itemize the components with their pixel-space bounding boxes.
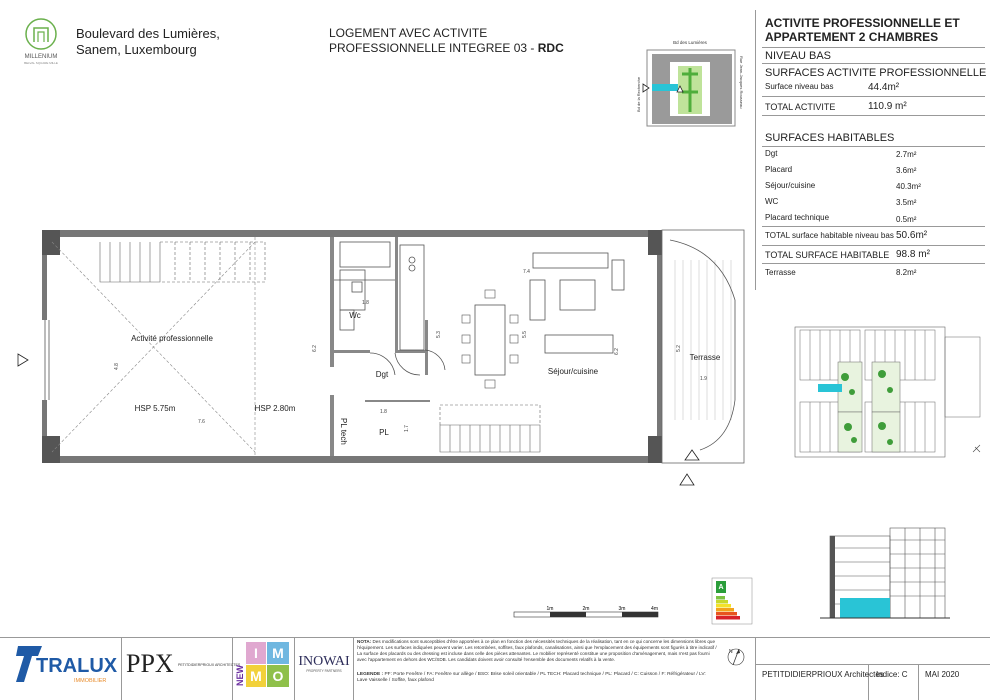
svg-text:PROPERTY PARTNERS: PROPERTY PARTNERS <box>306 669 342 673</box>
scale-label: 4m <box>651 606 658 612</box>
dim-label: 1.8 <box>362 300 369 306</box>
hab-row-label: Dgt <box>765 149 778 158</box>
energy-bar <box>716 612 737 616</box>
total-activite-value: 110.9 m² <box>868 101 907 112</box>
notes-label: NOTA: <box>357 639 372 644</box>
address <box>76 26 220 58</box>
dim-label: 4.8 <box>114 363 120 370</box>
room-label-pl: PL <box>379 428 389 437</box>
scale-label: 2m <box>582 606 590 612</box>
scale-bar <box>512 603 662 623</box>
dim-label: 1.9 <box>700 376 707 382</box>
street-right-label: Rue Jean-Jacques Rousseau <box>739 56 744 109</box>
legend-label: LEGENDE : <box>357 672 384 677</box>
energy-bar <box>716 608 734 612</box>
energy-bar <box>716 604 731 608</box>
svg-text:PPX: PPX <box>126 649 174 678</box>
svg-text:I: I <box>254 645 258 661</box>
hab-row-value: 40.3m² <box>896 182 921 191</box>
site-plan <box>790 322 986 462</box>
svg-text:IMMOBILIER: IMMOBILIER <box>74 678 107 684</box>
energy-label <box>712 578 752 624</box>
room-label-hsp2: HSP 2.80m <box>254 404 296 413</box>
unit-title-line-1: LOGEMENT AVEC ACTIVITE <box>329 26 488 40</box>
svg-text:BELVAL SQUARE MILLE: BELVAL SQUARE MILLE <box>24 61 58 65</box>
energy-bar <box>716 596 725 600</box>
notes-text: Des modifications sont susceptibles d'être apportées à ce plan en fonction des nécessités techniques de la réalisation, tant en ce qui concerne les dimensions libres que l'équipement. Les surfaces indiquées peuvent varier. Les retombées, soffites, faux plafonds, canalisations, ainsi que l'emplacement des équipements sont figurés à titre indicatif / La surface des placards ou des dressing est incluse dans celle des pièces attenantes. Le mobilier représenté constitue une proposition d'aménagement, mais n'est pas fourni avec l'appartement en dehors des WC/SDB. Les candidats doivent avoir consulté l'ensemble des documents relatifs à la vente. <box>357 639 717 662</box>
energy-bar <box>716 616 740 620</box>
legend-text: PF: Porte Fenêtre / FA: Fenêtre sur allège / BSO: Brise soleil orientable / PL TECH: Placard technique / PL: Placard / C: Cuisson / F: Réfrigérateur / LV: Lave Vaisselle / Soffite, faux plafond <box>357 672 706 683</box>
svg-text:O: O <box>272 668 284 684</box>
millenium-logo <box>16 14 66 66</box>
hab-row-label: Placard <box>765 165 793 174</box>
inowai-logo <box>296 648 352 678</box>
notes <box>357 639 717 663</box>
room-label-terrasse: Terrasse <box>689 353 721 362</box>
legend <box>357 672 717 684</box>
architect-firm: PETITDIDIERPRIOUX Architectes <box>762 670 884 679</box>
level-label: NIVEAU BAS <box>765 50 832 62</box>
street-top-label: Bd des Lumières <box>673 40 707 45</box>
revision-index: Indice: C <box>876 670 908 679</box>
total-hab-niveau-label: TOTAL surface habitable niveau bas <box>765 231 894 240</box>
terrasse-label: Terrasse <box>765 268 796 277</box>
unit-title <box>329 26 564 56</box>
hab-row-label: Placard technique <box>765 213 830 222</box>
hab-row-value: 3.5m² <box>896 198 917 207</box>
dim-label: 1.7 <box>404 425 410 432</box>
energy-bar <box>716 600 728 604</box>
room-label-sejour: Séjour/cuisine <box>547 367 599 376</box>
document-date: MAI 2020 <box>925 670 960 679</box>
unit-highlight <box>652 84 678 91</box>
total-hab-value: 98.8 m² <box>896 249 930 260</box>
dim-label: 6.2 <box>614 348 620 355</box>
room-label-dgt: Dgt <box>375 370 389 379</box>
address-line-1: Boulevard des Lumières, <box>76 26 220 41</box>
svg-text:PETITDIDIERPRIOUX ARCHITECTES: PETITDIDIERPRIOUX ARCHITECTES <box>178 663 241 667</box>
hab-row-value: 3.6m² <box>896 166 917 175</box>
unit-title-line-2: PROFESSIONNELLE INTEGREE 03 - <box>329 41 538 55</box>
new-immo-logo <box>234 640 292 690</box>
street-left-label: Bd de la Recherche <box>636 76 641 112</box>
total-hab-niveau-value: 50.6m² <box>896 230 928 241</box>
svg-text:MILLENIUM: MILLENIUM <box>24 54 58 60</box>
tralux-logo <box>14 642 120 688</box>
svg-text:M: M <box>272 645 284 661</box>
surface-panel <box>755 10 985 290</box>
panel-title-1: ACTIVITE PROFESSIONNELLE ET <box>765 16 960 30</box>
unit-level: RDC <box>537 41 564 55</box>
north-arrow-icon <box>725 645 747 667</box>
entry-arrow-icon <box>18 354 28 366</box>
room-label-pltech: PL tech <box>339 418 348 445</box>
total-activite-label: TOTAL ACTIVITE <box>765 102 836 112</box>
room-label-hsp1: HSP 5.75m <box>134 404 176 413</box>
address-line-2: Sanem, Luxembourg <box>76 42 197 57</box>
hab-row-value: 2.7m² <box>896 150 917 159</box>
section-pro-heading: SURFACES ACTIVITE PROFESSIONNELLE <box>765 67 987 79</box>
svg-text:TRALUX: TRALUX <box>36 655 118 677</box>
svg-text:N: N <box>729 649 733 655</box>
total-hab-label: TOTAL SURFACE HABITABLE <box>765 250 890 260</box>
dim-label: 7.4 <box>523 269 530 275</box>
section-elevation <box>820 518 950 628</box>
dim-label: 6.2 <box>312 345 318 352</box>
entry-arrow-icon <box>680 474 694 485</box>
terrasse-value: 8.2m² <box>896 268 917 277</box>
energy-class: A <box>718 584 724 591</box>
hab-row-label: WC <box>765 197 779 206</box>
floor-plan <box>0 220 760 490</box>
dim-label: 7.6 <box>198 419 205 425</box>
panel-title-2: APPARTEMENT 2 CHAMBRES <box>765 30 939 44</box>
room-label-activite: Activité professionnelle <box>131 334 213 343</box>
dim-label: 5.2 <box>676 345 682 352</box>
svg-text:NEW: NEW <box>235 665 245 686</box>
key-plan <box>630 36 750 136</box>
dim-label: 5.5 <box>522 331 528 338</box>
hab-row-value: 0.5m² <box>896 215 917 224</box>
dim-label: 1.8 <box>380 409 387 415</box>
hab-row-label: Séjour/cuisine <box>765 181 816 190</box>
pro-row-label: Surface niveau bas <box>765 82 834 91</box>
svg-text:INOWAI: INOWAI <box>298 654 350 669</box>
dim-label: 5.3 <box>436 331 442 338</box>
unit-highlight-section <box>840 598 890 618</box>
svg-text:M: M <box>250 668 262 684</box>
section-hab-heading: SURFACES HABITABLES <box>765 132 895 144</box>
unit-highlight-site <box>818 384 842 392</box>
scale-label: 1m <box>546 606 554 612</box>
room-label-wc: Wc <box>349 311 361 320</box>
scale-label: 3m <box>618 606 626 612</box>
pro-row-value: 44.4m² <box>868 82 900 93</box>
